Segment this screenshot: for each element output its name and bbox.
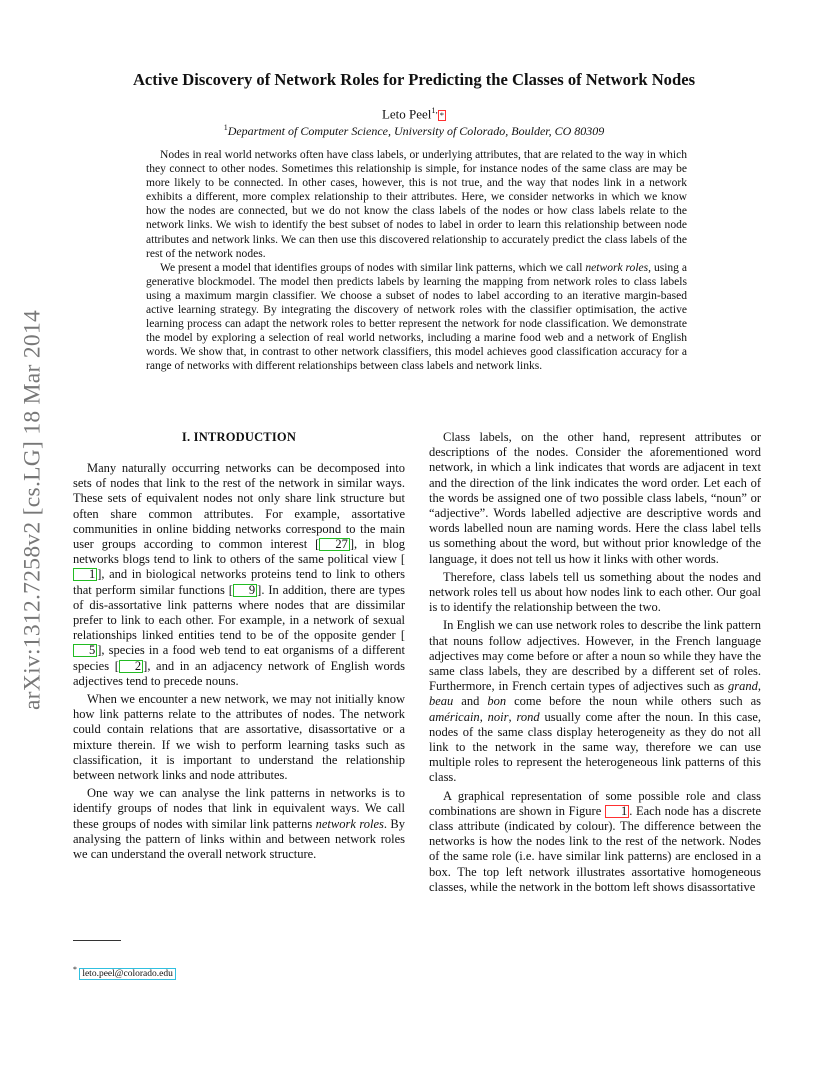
abstract-paragraph-1: Nodes in real world networks often have class labels, or underlying attributes, that are related to the way in which they connect to other nodes. Sometimes this relationship is simple, for instance nodes of the same class are may be more likely to be connected. In other cases, however, this is not true, and the way that nodes link in a network exhibits a different, more complex relationship to their attributes. Here, we consider networks in which we know how the nodes are connected, but we do not know the class labels of the nodes or how class labels relate to the network links. We wish to identify the best subset of nodes to label in order to learn this relationship between node attributes and network links. We can then use this discovered relationship to accurately predict the class labels of the rest of the network nodes. <box>146 149 687 260</box>
intro-paragraph-5: Therefore, class labels tell us something about the nodes and network roles tell us about how nodes link to each other. Our goal is to identify the relationship between the two. <box>429 569 761 615</box>
body-text: , species in a food web tend to eat organisms of a different species <box>73 643 405 673</box>
emphasis-word: grand <box>728 679 758 694</box>
emphasis-word: rond <box>516 709 540 724</box>
affiliation-text: Department of Computer Science, University of Colorado, Boulder, CO 80309 <box>227 124 605 138</box>
affiliation-marker: 1 <box>223 123 228 132</box>
abstract-text: , using a generative blockmodel. The model then predicts labels by learning the mapping from network roles to class labels using a maximum margin classifier. We choose a subset of nodes to label according to an iterative margin-based active learning strategy. By integrating the discovery of network roles with the classifier optimisation, the active learning process can adapt the network roles to better represent the network for node classification. We demonstrate the model by exploring a selection of real world networks, including a marine food web and a network of English words. We show that, in contrast to other network classifiers, this model achieves good classification accuracy for a range of networks with different relationships between class labels and network links. <box>146 261 687 373</box>
abstract-paragraph-2 <box>146 261 687 374</box>
email-link[interactable]: leto.peel@colorado.edu <box>79 968 176 980</box>
citation-link[interactable]: 2 <box>119 660 143 673</box>
paper-title: Active Discovery of Network Roles for Predicting the Classes of Network Nodes <box>132 70 696 89</box>
section-heading-introduction: I. INTRODUCTION <box>181 430 297 444</box>
footnote <box>73 965 176 979</box>
arxiv-identifier-sidebar <box>15 290 51 730</box>
body-text: , in blog networks blogs tend to link to others of the same political view <box>73 537 405 567</box>
body-text: usually come after the noun. In this case, nodes of the same class display heterogeneity as they do not all link to the network in the same way, therefore we can use multiple roles to represent the heterogeneous link patterns of this class. <box>429 709 762 785</box>
intro-paragraph-2: When we encounter a new network, we may not initially know how link patterns relate to the attributes of nodes. The network could contain relations that are assortative, disassortative or a mixture therein. If we wish to perform learning tasks such as classification, it is important to understand the relationship between network links and node attributes. <box>73 692 405 783</box>
body-text: come before the noun while others such as <box>506 694 761 709</box>
figure-reference-link[interactable]: 1 <box>605 805 629 818</box>
body-text: , and in an adjacency network of English words adjectives tend to precede nouns. <box>73 658 405 688</box>
body-text: and <box>453 694 488 709</box>
citation-link[interactable]: 1 <box>73 568 97 581</box>
intro-paragraph-3 <box>73 786 405 862</box>
body-text: One way we can analyse the link patterns in networks is to identify groups of nodes that link in equivalent ways. We call these groups of nodes with similar link patterns <box>73 786 405 831</box>
body-text: Many naturally occurring networks can be decomposed into sets of nodes that link to the rest of the network in similar ways. These sets of equivalent nodes not only share link structure but often share common attributes. For example, assortative communities in online bidding networks correspond to the main user groups according to common interest <box>73 461 405 552</box>
body-text: . By analysing the pattern of links within and between network roles we can understand the overall network structure. <box>73 816 405 862</box>
intro-paragraph-4: Class labels, on the other hand, represent attributes or descriptions of the nodes. Consider the aforementioned word network, in which a link indicates that words are adjacent in text and the direction of the link indicates the word order. Let each of the words be assigned one of two possible class labels, “noun” or “adjective”. Words labelled adjective are descriptive words and words labelled noun are naming words. Here the class label tells us something about the word, but without prior knowledge of the language, it does not tell us how it links with other words. <box>429 430 761 566</box>
footnote-marker: * <box>73 965 77 974</box>
emphasis-word: noir <box>487 709 509 724</box>
abstract-text: We present a model that identifies groups of nodes with similar link patterns, which we call <box>160 261 586 274</box>
affiliation <box>0 123 828 139</box>
footnote-divider <box>73 940 121 941</box>
author-affiliation-marker: 1, <box>431 105 438 115</box>
author-line <box>0 105 828 122</box>
citation-link[interactable]: 27 <box>319 538 350 551</box>
emphasis-word: américain <box>429 709 480 724</box>
abstract <box>146 148 687 374</box>
left-column <box>73 461 405 865</box>
emphasis-network-roles: network roles <box>585 261 649 274</box>
citation-link[interactable]: 9 <box>233 584 257 597</box>
body-text: , <box>757 679 761 694</box>
citation-link[interactable]: 5 <box>73 644 97 657</box>
body-text: . In addition, there are types of dis-assortative link patterns where nodes that are dissimilar prefer to link to each other. For example, in a network of sexual relationships linked entities tend to be of the opposite gender <box>73 582 405 643</box>
author-name: Leto Peel <box>381 106 432 122</box>
body-text: In English we can use network roles to describe the link pattern that nouns follow adjectives. However, in the French language adjectives may come before or after a noun so while they have the same class labels, they are described by a different set of roles. Furthermore, in French certain types of adjectives such as <box>429 618 761 694</box>
emphasis-word: beau <box>429 694 454 709</box>
body-text: . Each node has a discrete class attribute (indicated by colour). The difference between the networks is how the nodes link to the rest of the network. Nodes of the same role (i.e. have similar link patterns) are enclosed in a box. The top left network illustrates assortative homogeneous classes, while the network in the bottom left shows disassortative <box>429 803 761 894</box>
footnote-link[interactable]: * <box>439 110 445 121</box>
body-text: , and in biological networks proteins tend to link to others that perform similar functions <box>73 567 405 597</box>
intro-paragraph-1: Many naturally occurring networks can be decomposed into sets of nodes that link to the rest of the network in similar ways. These sets of equivalent nodes not only share link structure but often share common attributes. For example, assortative communities in online bidding networks correspond to the main user groups according to common interest [ 27 ], in blog networks blogs tend to link to others of the same political view [1 ], and in biological networks proteins tend to link to others that perform similar functions [ 9 ]. In addition, there are types of dis-assortative link patterns where nodes that are dissimilar prefer to link to each other. For example, in a network of sexual relationships linked entities tend to be of the opposite gender [5 ], species in a food web tend to eat organisms of a different species [ 2 ], and in an adjacency network of English words adjectives tend to precede nouns. <box>73 461 405 688</box>
intro-paragraph-6 <box>429 618 761 785</box>
emphasis-word: bon <box>487 694 507 709</box>
intro-paragraph-7 <box>429 789 761 895</box>
body-text: A graphical representation of some possible role and class combinations are shown in Figure <box>429 788 761 818</box>
body-text: , <box>508 709 517 724</box>
emphasis-network-roles: network roles <box>315 816 384 831</box>
arxiv-identifier: arXiv:1312.7258v2 [cs.LG] 18 Mar 2014 <box>19 309 46 711</box>
body-text: , <box>479 709 488 724</box>
right-column <box>429 430 761 898</box>
